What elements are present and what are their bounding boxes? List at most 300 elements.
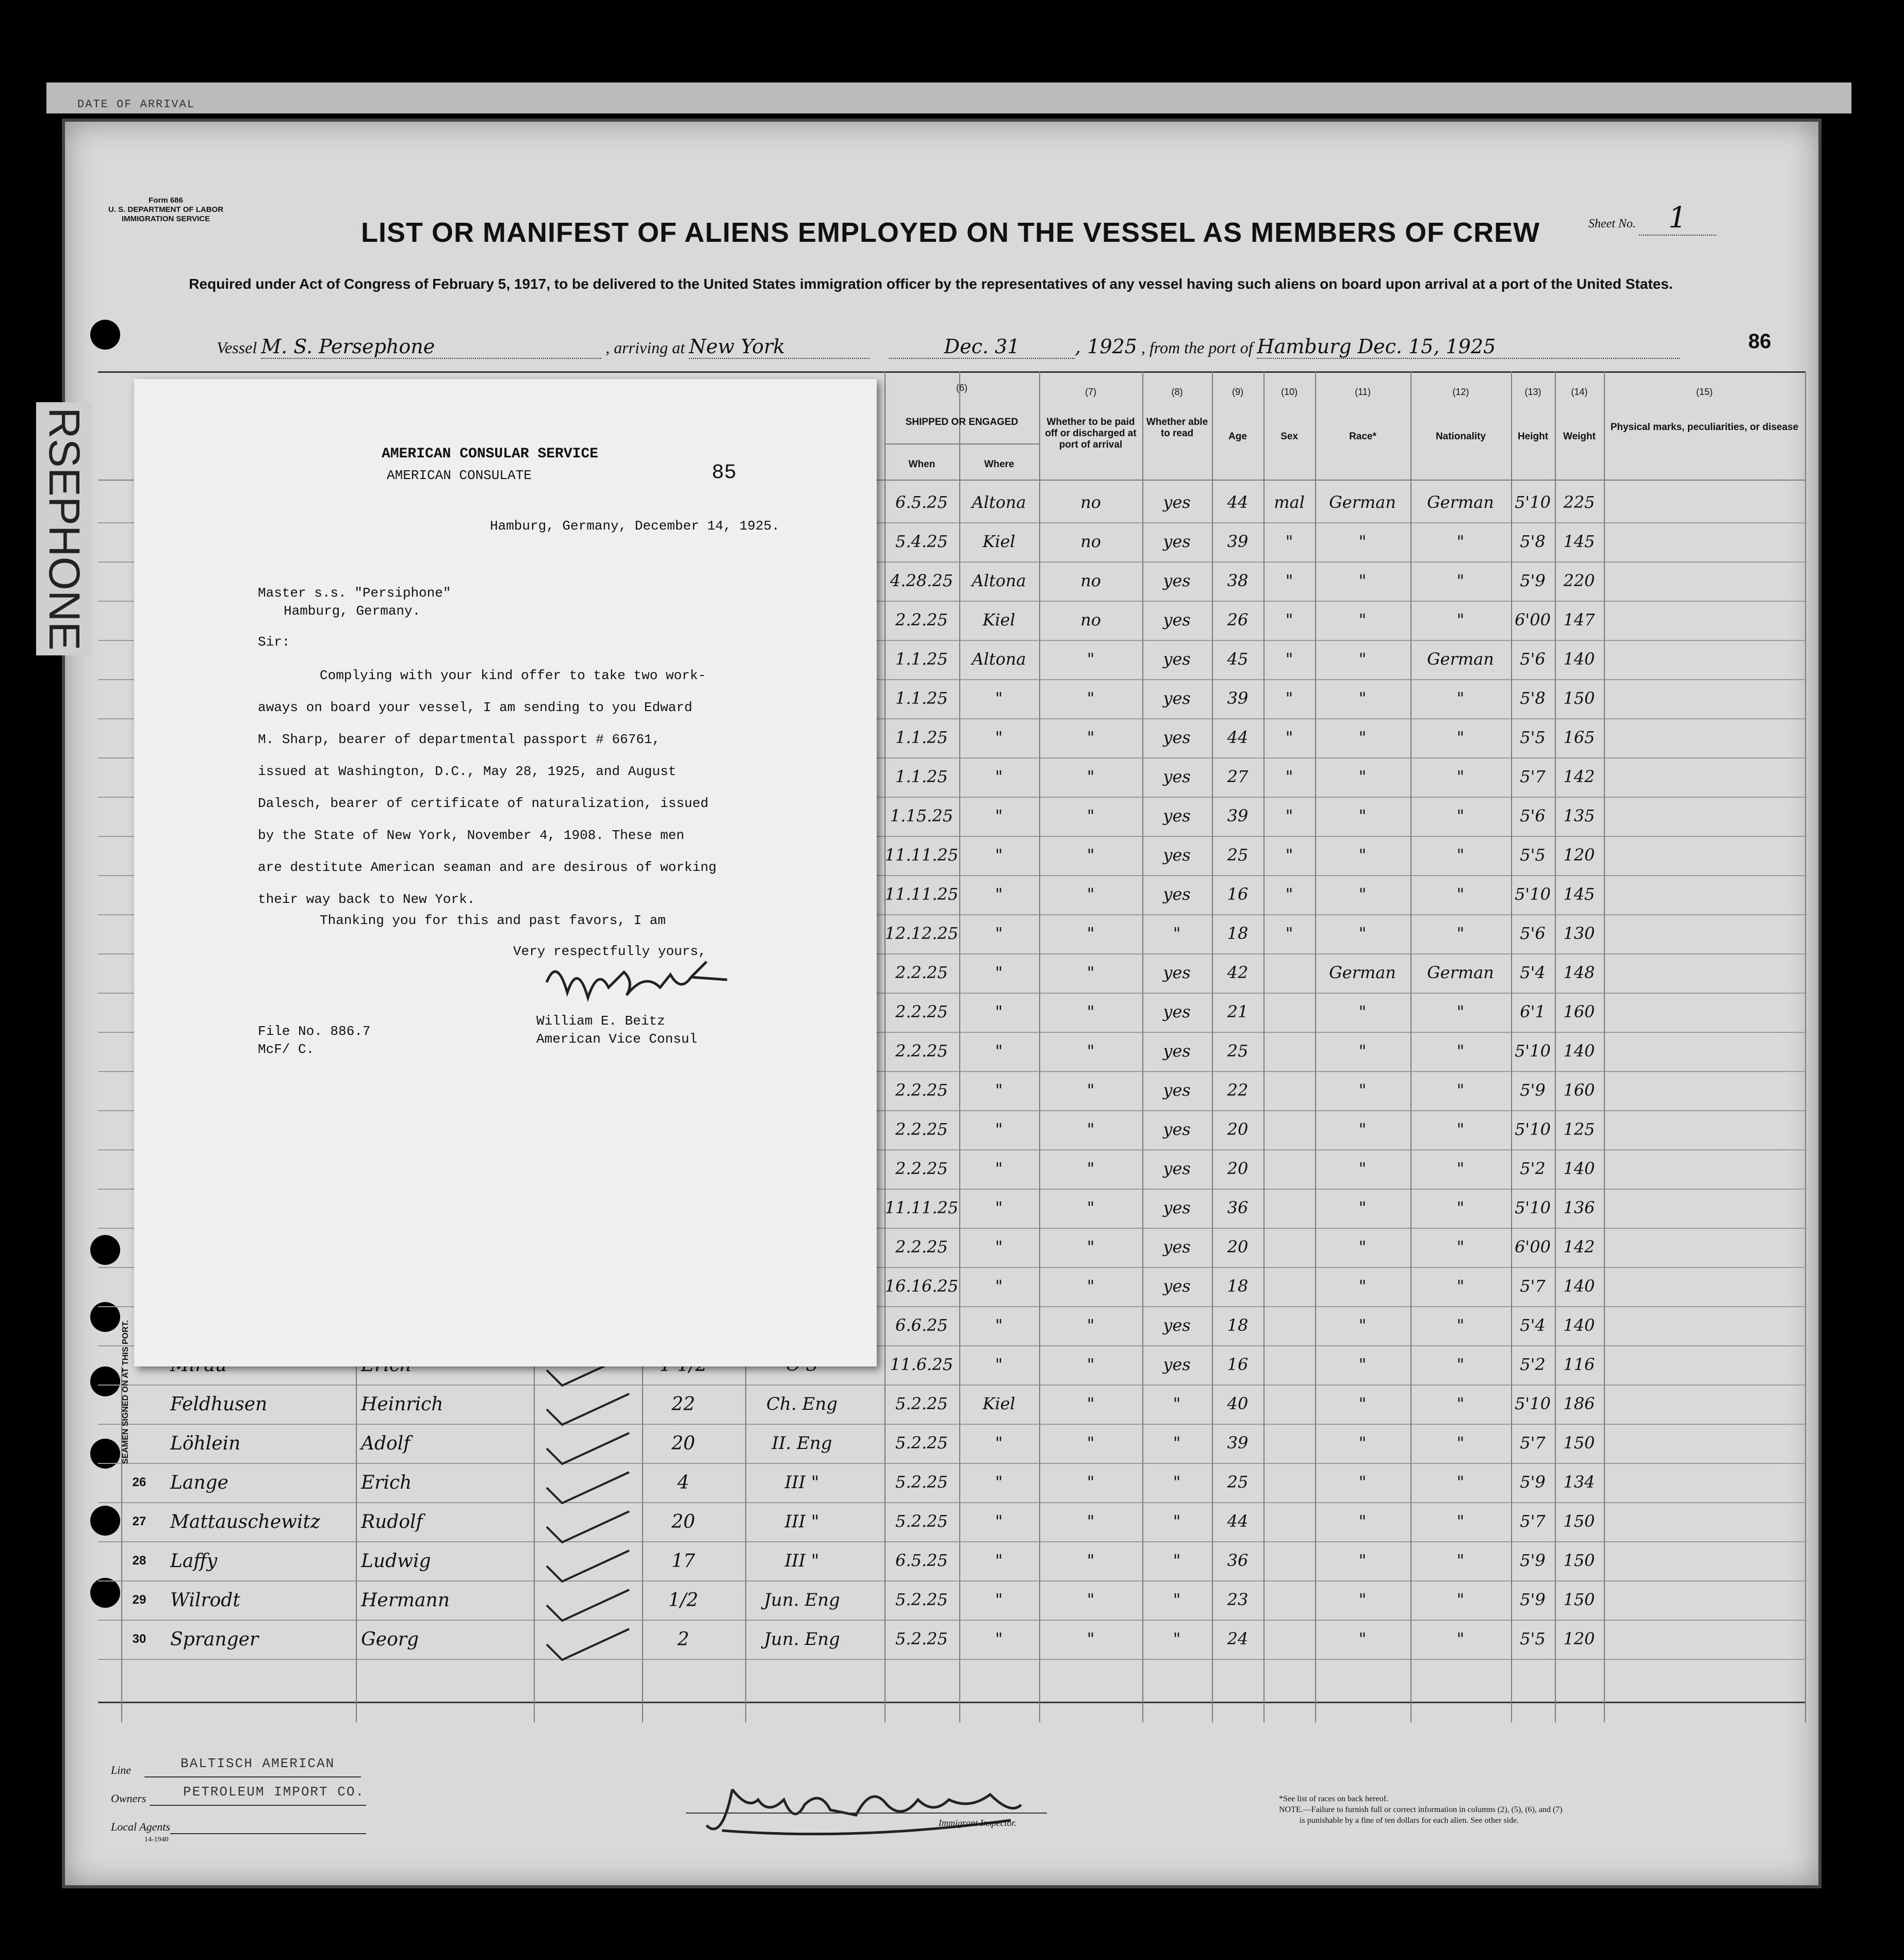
cell-capacity: Jun. Eng [764, 1629, 840, 1650]
cell-weight: 140 [1563, 649, 1595, 669]
cell-read: yes [1163, 1237, 1191, 1257]
column-header: Whether to be paid off or discharged at port of arrival [1045, 417, 1137, 450]
cell-age: 44 [1227, 1511, 1249, 1531]
cell-weight: 150 [1563, 688, 1595, 708]
cell-where: " [995, 963, 1003, 982]
corner-stamp: DATE OF ARRIVAL [77, 98, 195, 111]
cell-height: 5'4 [1520, 963, 1546, 982]
cell-nat: " [1456, 1159, 1465, 1178]
cell-weight: 150 [1563, 1433, 1595, 1453]
cell-weight: 130 [1563, 924, 1595, 943]
cell-weight: 142 [1563, 767, 1595, 786]
cell-age: 42 [1227, 963, 1249, 982]
cell-read: yes [1163, 649, 1191, 669]
cell-race: " [1358, 884, 1367, 904]
cell-where: " [995, 767, 1003, 786]
cell-nat: " [1456, 688, 1465, 708]
cell-weight: 142 [1563, 1237, 1595, 1257]
cell-nat: " [1456, 1472, 1465, 1492]
cell-age: 39 [1227, 688, 1249, 708]
cell-age: 16 [1227, 1355, 1249, 1374]
cell-age: 18 [1227, 924, 1249, 943]
cell-where: Altona [972, 571, 1026, 590]
cell-race: " [1358, 1159, 1367, 1178]
column-number: (14) [1571, 387, 1588, 397]
cell-paid: " [1087, 806, 1095, 826]
cell-when: 5.2.25 [895, 1394, 948, 1413]
letter-body-line: aways on board your vessel, I am sending to you Edward [258, 700, 693, 715]
cell-read: yes [1163, 492, 1191, 512]
cell-nat: German [1427, 492, 1494, 512]
cell-paid: " [1087, 1433, 1095, 1453]
cell-age: 26 [1227, 610, 1249, 630]
cell-race: " [1358, 1041, 1367, 1061]
cell-read: yes [1163, 767, 1191, 786]
from-label: , from the port of [1141, 338, 1253, 357]
cell-paid: " [1087, 884, 1095, 904]
letter-addressee-1: Master s.s. "Persiphone" [258, 585, 451, 601]
cell-when: 5.4.25 [895, 532, 948, 551]
cell-sex: " [1285, 610, 1293, 630]
cell-paid: " [1087, 1394, 1095, 1413]
sheet-number [1588, 201, 1716, 236]
column-rule [356, 1366, 357, 1722]
cell-capacity: Jun. Eng [764, 1590, 840, 1610]
cell-race: " [1358, 845, 1367, 865]
cell-height: 5'9 [1520, 1590, 1546, 1609]
cell-read: yes [1163, 1080, 1191, 1100]
cell-surname: Lange [170, 1472, 228, 1493]
cell-weight: 148 [1563, 963, 1595, 982]
cell-nat: " [1456, 1355, 1465, 1374]
cell-where: " [995, 1198, 1003, 1217]
row-rule [98, 1502, 1805, 1503]
column-rule [534, 1366, 535, 1722]
cell-sex: " [1285, 884, 1293, 904]
check-mark-icon [536, 1545, 639, 1587]
cell-paid: no [1080, 571, 1101, 590]
footer-note-penalty-cont: is punishable by a fine of ten dollars for each alien. See other side. [1300, 1816, 1519, 1825]
cell-race: " [1358, 1629, 1367, 1649]
cell-where: " [995, 884, 1003, 904]
punch-hole [90, 1439, 120, 1469]
cell-read: " [1173, 924, 1181, 943]
cell-when: 1.1.25 [895, 688, 948, 708]
cell-where: " [995, 1080, 1003, 1100]
letter-body-line: by the State of New York, November 4, 1908. These men [258, 828, 684, 843]
letter-body-line: issued at Washington, D.C., May 28, 1925, and August [258, 764, 677, 779]
cell-sex: " [1285, 806, 1293, 826]
letter-file-no: File No. 886.7 [258, 1024, 371, 1039]
cell-nat: " [1456, 924, 1465, 943]
cell-weight: 136 [1563, 1198, 1595, 1217]
cell-paid: " [1087, 1551, 1095, 1570]
cell-age: 20 [1227, 1119, 1249, 1139]
cell-nat: " [1456, 1433, 1465, 1453]
cell-sex: " [1285, 649, 1293, 669]
side-stamp: RSEPHONE [36, 402, 92, 655]
cell-nat: " [1456, 1511, 1465, 1531]
page-number: 86 [1748, 330, 1771, 353]
cell-given: Adolf [361, 1433, 411, 1454]
row-rule [98, 1463, 1805, 1464]
cell-paid: " [1087, 1198, 1095, 1217]
cell-age: 21 [1227, 1002, 1249, 1022]
cell-where: " [995, 688, 1003, 708]
letter-number: 85 [712, 462, 737, 485]
footer-agents-rule [170, 1833, 366, 1834]
column-rule [745, 1366, 746, 1722]
cell-when: 1.1.25 [895, 767, 948, 786]
cell-weight: 150 [1563, 1590, 1595, 1609]
cell-race: " [1358, 767, 1367, 786]
cell-height: 5'5 [1520, 728, 1546, 747]
footer-owners-value: PETROLEUM IMPORT CO. [183, 1784, 365, 1800]
cell-read: " [1173, 1433, 1181, 1453]
cell-paid: " [1087, 1041, 1095, 1061]
cell-paid: " [1087, 1276, 1095, 1296]
cell-weight: 140 [1563, 1041, 1595, 1061]
cell-when: 4.28.25 [890, 571, 954, 590]
cell-age: 44 [1227, 492, 1249, 512]
cell-read: " [1173, 1590, 1181, 1609]
cell-when: 5.2.25 [895, 1511, 948, 1531]
cell-no: 27 [132, 1514, 146, 1528]
footer-line-label: Line [111, 1764, 132, 1776]
cell-height: 5'2 [1520, 1355, 1546, 1374]
row-rule [98, 1385, 1805, 1386]
cell-race: " [1358, 688, 1367, 708]
column-rule [1410, 371, 1411, 1722]
punch-hole [90, 320, 120, 350]
cell-where: Kiel [982, 1394, 1015, 1413]
cell-race: " [1358, 1080, 1367, 1100]
cell-age: 16 [1227, 884, 1249, 904]
cell-read: yes [1163, 806, 1191, 826]
cell-when: 2.2.25 [895, 610, 948, 630]
cell-where: " [995, 1276, 1003, 1296]
cell-nat: " [1456, 1276, 1465, 1296]
cell-height: 5'9 [1520, 1551, 1546, 1570]
column-number: (10) [1281, 387, 1298, 397]
cell-weight: 116 [1563, 1355, 1595, 1374]
inspector-label: Immigrant Inspector. [939, 1818, 1016, 1828]
row-rule [98, 1541, 1805, 1542]
cell-height: 5'5 [1520, 1629, 1546, 1649]
cell-sex: " [1285, 767, 1293, 786]
cell-read: yes [1163, 1119, 1191, 1139]
cell-where: " [995, 1551, 1003, 1570]
cell-where: " [995, 1315, 1003, 1335]
cell-height: 5'10 [1515, 1394, 1551, 1413]
letter-body-line: Dalesch, bearer of certificate of naturalization, issued [258, 796, 709, 811]
cell-height: 5'10 [1515, 884, 1551, 904]
cell-read: yes [1163, 963, 1191, 982]
cell-weight: 225 [1563, 492, 1595, 512]
cell-nat: " [1456, 532, 1465, 551]
letter-body-line: are destitute American seaman and are desirous of working [258, 860, 717, 875]
cell-race: " [1358, 610, 1367, 630]
cell-service: 1/2 [668, 1590, 698, 1611]
cell-weight: 140 [1563, 1276, 1595, 1296]
cell-sex: " [1285, 571, 1293, 590]
cell-read: " [1173, 1472, 1181, 1492]
cell-height: 5'2 [1520, 1159, 1546, 1178]
cell-where: " [995, 1433, 1003, 1453]
cell-race: " [1358, 1198, 1367, 1217]
cell-weight: 140 [1563, 1315, 1595, 1335]
cell-nat: " [1456, 884, 1465, 904]
cell-weight: 120 [1563, 1629, 1595, 1649]
cell-given: Erich [361, 1472, 412, 1493]
cell-race: " [1358, 924, 1367, 943]
sheet-label: Sheet No. [1588, 217, 1636, 230]
cell-weight: 135 [1563, 806, 1595, 826]
cell-when: 5.2.25 [895, 1472, 948, 1492]
cell-surname: Mattauschewitz [170, 1511, 320, 1533]
footer-line-rule [144, 1776, 361, 1777]
cell-race: " [1358, 1590, 1367, 1609]
cell-height: 5'7 [1520, 1511, 1546, 1531]
cell-read: yes [1163, 1315, 1191, 1335]
row-rule [98, 1620, 1805, 1621]
cell-sex: " [1285, 924, 1293, 943]
cell-paid: " [1087, 924, 1095, 943]
cell-weight: 140 [1563, 1159, 1595, 1178]
cell-given: Rudolf [361, 1511, 423, 1533]
cell-age: 36 [1227, 1198, 1249, 1217]
cell-when: 2.2.25 [895, 1119, 948, 1139]
column-number: (7) [1085, 387, 1096, 397]
cell-nat: " [1456, 1590, 1465, 1609]
cell-read: yes [1163, 1159, 1191, 1178]
check-mark-icon [536, 1389, 639, 1430]
cell-where: " [995, 1041, 1003, 1061]
cell-nat: " [1456, 1119, 1465, 1139]
cell-race: " [1358, 1276, 1367, 1296]
cell-height: 5'6 [1520, 649, 1546, 669]
cell-paid: " [1087, 1472, 1095, 1492]
cell-race: " [1358, 806, 1367, 826]
row-rule [98, 1659, 1805, 1660]
punch-hole [90, 1235, 120, 1265]
cell-height: 5'7 [1520, 1433, 1546, 1453]
cell-read: " [1173, 1394, 1181, 1413]
cell-age: 39 [1227, 806, 1249, 826]
cell-weight: 220 [1563, 571, 1595, 590]
cell-age: 23 [1227, 1590, 1249, 1609]
cell-race: German [1329, 492, 1396, 512]
punch-hole [90, 1506, 120, 1536]
cell-height: 5'6 [1520, 924, 1546, 943]
cell-weight: 145 [1563, 532, 1595, 551]
cell-height: 5'9 [1520, 571, 1546, 590]
column-number: (9) [1232, 387, 1243, 397]
cell-nat: German [1427, 649, 1494, 669]
cell-age: 39 [1227, 532, 1249, 551]
check-mark-icon [536, 1585, 639, 1626]
letter-signer-title: American Vice Consul [536, 1031, 698, 1047]
cell-when: 5.2.25 [895, 1433, 948, 1453]
letter-salutation: Sir: [258, 634, 290, 650]
cell-sex: " [1285, 532, 1293, 551]
cell-paid: " [1087, 1002, 1095, 1022]
footer-owners-label: Owners [111, 1792, 146, 1805]
footer-owners-rule [150, 1805, 366, 1806]
cell-when: 2.2.25 [895, 963, 948, 982]
cell-surname: Spranger [170, 1629, 259, 1650]
cell-age: 45 [1227, 649, 1249, 669]
check-mark-icon [536, 1624, 639, 1665]
cell-when: 6.5.25 [895, 492, 948, 512]
letter-body-line: M. Sharp, bearer of departmental passport # 66761, [258, 732, 661, 747]
cell-surname: Löhlein [170, 1433, 241, 1454]
form-identifier [108, 196, 223, 224]
cell-height: 5'10 [1515, 1198, 1551, 1217]
cell-where: Kiel [982, 532, 1015, 551]
inspector-signature-image [701, 1769, 1042, 1846]
cell-race: " [1358, 1315, 1367, 1335]
cell-height: 5'6 [1520, 806, 1546, 826]
cell-age: 44 [1227, 728, 1249, 747]
cell-read: yes [1163, 688, 1191, 708]
cell-race: " [1358, 1394, 1367, 1413]
arrival-date: Dec. 31 [889, 335, 1075, 359]
cell-nat: " [1456, 1002, 1465, 1022]
punch-hole [90, 1366, 120, 1396]
cell-nat: " [1456, 845, 1465, 865]
cell-paid: " [1087, 845, 1095, 865]
cell-height: 5'8 [1520, 688, 1546, 708]
cell-paid: no [1080, 492, 1101, 512]
cell-weight: 134 [1563, 1472, 1595, 1492]
cell-where: " [995, 1237, 1003, 1257]
cell-nat: " [1456, 1237, 1465, 1257]
cell-height: 5'5 [1520, 845, 1546, 865]
cell-capacity: III " [784, 1551, 819, 1571]
check-mark-icon [536, 1506, 639, 1547]
column-header: When [908, 459, 935, 470]
cell-service: 17 [671, 1551, 695, 1572]
cell-nat: " [1456, 1394, 1465, 1413]
cell-capacity: II. Eng [772, 1433, 832, 1454]
cell-height: 5'7 [1520, 767, 1546, 786]
cell-paid: " [1087, 649, 1095, 669]
cell-read: yes [1163, 728, 1191, 747]
cell-paid: " [1087, 1511, 1095, 1531]
cell-read: " [1173, 1629, 1181, 1649]
cell-surname: Wilrodt [170, 1590, 240, 1611]
cell-when: 12.12.25 [884, 924, 959, 943]
cell-paid: " [1087, 1080, 1095, 1100]
cell-when: 2.2.25 [895, 1159, 948, 1178]
cell-service: 2 [677, 1629, 690, 1650]
cell-service: 20 [671, 1433, 695, 1454]
cell-nat: " [1456, 806, 1465, 826]
cell-capacity: III " [784, 1472, 819, 1493]
cell-when: 11.11.25 [884, 845, 959, 865]
letter-addressee-2: Hamburg, Germany. [284, 603, 421, 619]
inspector-rule [686, 1813, 1047, 1814]
cell-paid: no [1080, 532, 1101, 551]
cell-paid: " [1087, 1119, 1095, 1139]
letter-consulate: AMERICAN CONSULATE [387, 468, 532, 483]
arriving-label: , arriving at [605, 338, 685, 357]
cell-age: 39 [1227, 1433, 1249, 1453]
letter-body-line: Complying with your kind offer to take two work- [320, 668, 706, 683]
cell-race: " [1358, 728, 1367, 747]
cell-read: " [1173, 1551, 1181, 1570]
cell-read: yes [1163, 1041, 1191, 1061]
column-number: (8) [1171, 387, 1183, 397]
column-header: Weight [1563, 431, 1596, 442]
header-subrule [884, 443, 1039, 444]
cell-read: yes [1163, 532, 1191, 551]
cell-sex: mal [1274, 492, 1305, 512]
column-header: SHIPPED OR ENGAGED [905, 417, 1019, 427]
cell-service: 22 [671, 1394, 695, 1415]
sheet-value: 1 [1639, 201, 1716, 236]
cell-when: 6.5.25 [895, 1551, 948, 1570]
letter-service: AMERICAN CONSULAR SERVICE [382, 446, 599, 462]
cell-given: Georg [361, 1629, 419, 1650]
cell-race: " [1358, 1002, 1367, 1022]
column-header: Whether able to read [1146, 417, 1208, 439]
cell-age: 24 [1227, 1629, 1249, 1649]
cell-race: " [1358, 532, 1367, 551]
paper-edge [46, 83, 1851, 113]
cell-surname: Feldhusen [170, 1394, 268, 1415]
cell-no: 30 [132, 1632, 146, 1646]
cell-weight: 125 [1563, 1119, 1595, 1139]
cell-height: 5'8 [1520, 532, 1546, 551]
table-top-rule [98, 371, 1805, 373]
cell-race: " [1358, 1551, 1367, 1570]
column-header: Race* [1349, 431, 1376, 442]
cell-race: " [1358, 649, 1367, 669]
cell-where: " [995, 924, 1003, 943]
cell-nat: " [1456, 767, 1465, 786]
cell-capacity: III " [784, 1511, 819, 1532]
cell-read: yes [1163, 1276, 1191, 1296]
cell-where: " [995, 1629, 1003, 1649]
cell-height: 5'9 [1520, 1472, 1546, 1492]
cell-nat: " [1456, 1551, 1465, 1570]
page-subtitle: Required under Act of Congress of February 5, 1917, to be delivered to the United States immigration officer by the representatives of any vessel having such aliens on board upon arrival at a port of the United States. [189, 276, 1673, 292]
cell-nat: " [1456, 728, 1465, 747]
cell-height: 6'1 [1520, 1002, 1546, 1022]
cell-age: 36 [1227, 1551, 1249, 1570]
cell-weight: 150 [1563, 1511, 1595, 1531]
cell-service: 4 [677, 1472, 690, 1493]
cell-nat: " [1456, 1198, 1465, 1217]
form-number: Form 686 [149, 196, 183, 205]
cell-where: Altona [972, 649, 1026, 669]
form-service: IMMIGRATION SERVICE [121, 215, 210, 223]
cell-paid: " [1087, 728, 1095, 747]
cell-race: " [1358, 1433, 1367, 1453]
cell-weight: 150 [1563, 1551, 1595, 1570]
cell-weight: 165 [1563, 728, 1595, 747]
cell-height: 5'9 [1520, 1080, 1546, 1100]
form-department: U. S. DEPARTMENT OF LABOR [108, 205, 224, 214]
cell-age: 40 [1227, 1394, 1249, 1413]
letter-body-line: their way back to New York. [258, 892, 475, 907]
cell-race: German [1329, 963, 1396, 982]
consul-signature-image [536, 951, 732, 1013]
arriving-port: New York [689, 335, 869, 359]
cell-when: 1.1.25 [895, 649, 948, 669]
